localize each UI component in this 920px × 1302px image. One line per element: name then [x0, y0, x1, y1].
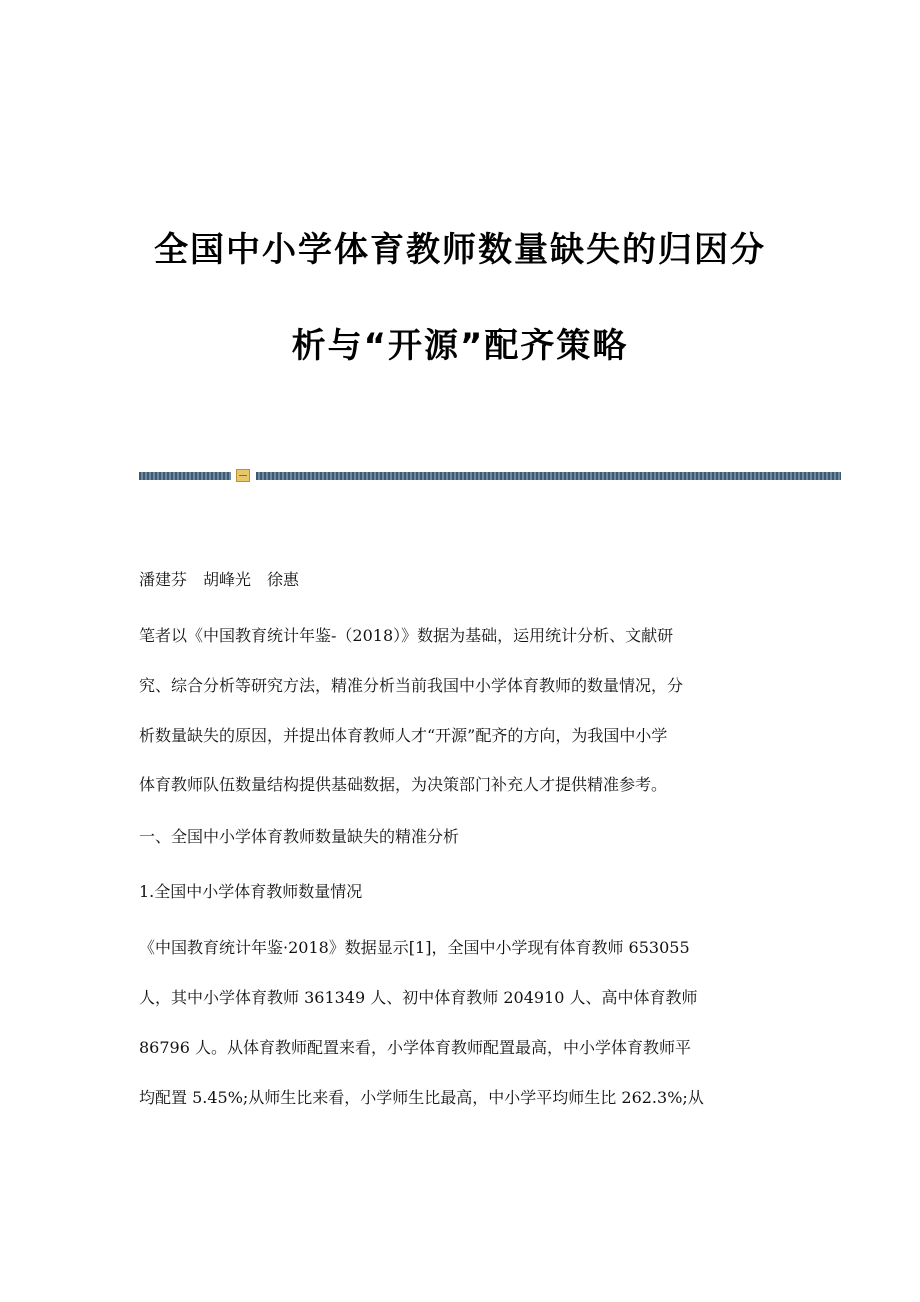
- title-divider-right: [256, 472, 841, 480]
- abstract-line: 究、综合分析等研究方法，精准分析当前我国中小学体育教师的数量情况，分: [139, 676, 684, 695]
- subsection-heading: 1.全国中小学体育教师数量情况: [139, 882, 363, 901]
- body-line: 人，其中小学体育教师 361349 人、初中体育教师 204910 人、高中体育教师: [139, 988, 698, 1007]
- body-line: 均配置 5.45%;从师生比来看，小学师生比最高，中小学平均师生比 262.3%;从: [139, 1088, 704, 1107]
- title-divider-left: [139, 472, 231, 480]
- body-line: 86796 人。从体育教师配置来看，小学体育教师配置最高，中小学体育教师平: [139, 1038, 691, 1057]
- divider-ornament-icon: [236, 469, 250, 482]
- abstract-line: 析数量缺失的原因，并提出体育教师人才“开源”配齐的方向，为我国中小学: [139, 726, 668, 745]
- document-title-line-1: 全国中小学体育教师数量缺失的归因分: [154, 230, 766, 270]
- section-heading: 一、全国中小学体育教师数量缺失的精准分析: [139, 827, 460, 846]
- authors: 潘建芬 胡峰光 徐惠: [139, 570, 300, 589]
- body-line: 《中国教育统计年鉴·2018》数据显示[1]，全国中小学现有体育教师 653055: [139, 938, 690, 957]
- abstract-line: 体育教师队伍数量结构提供基础数据，为决策部门补充人才提供精准参考。: [139, 775, 668, 794]
- document-title-line-2: 析与“开源”配齐策略: [291, 326, 629, 366]
- abstract-line: 笔者以《中国教育统计年鉴-（2018）》数据为基础，运用统计分析、文献研: [139, 626, 674, 645]
